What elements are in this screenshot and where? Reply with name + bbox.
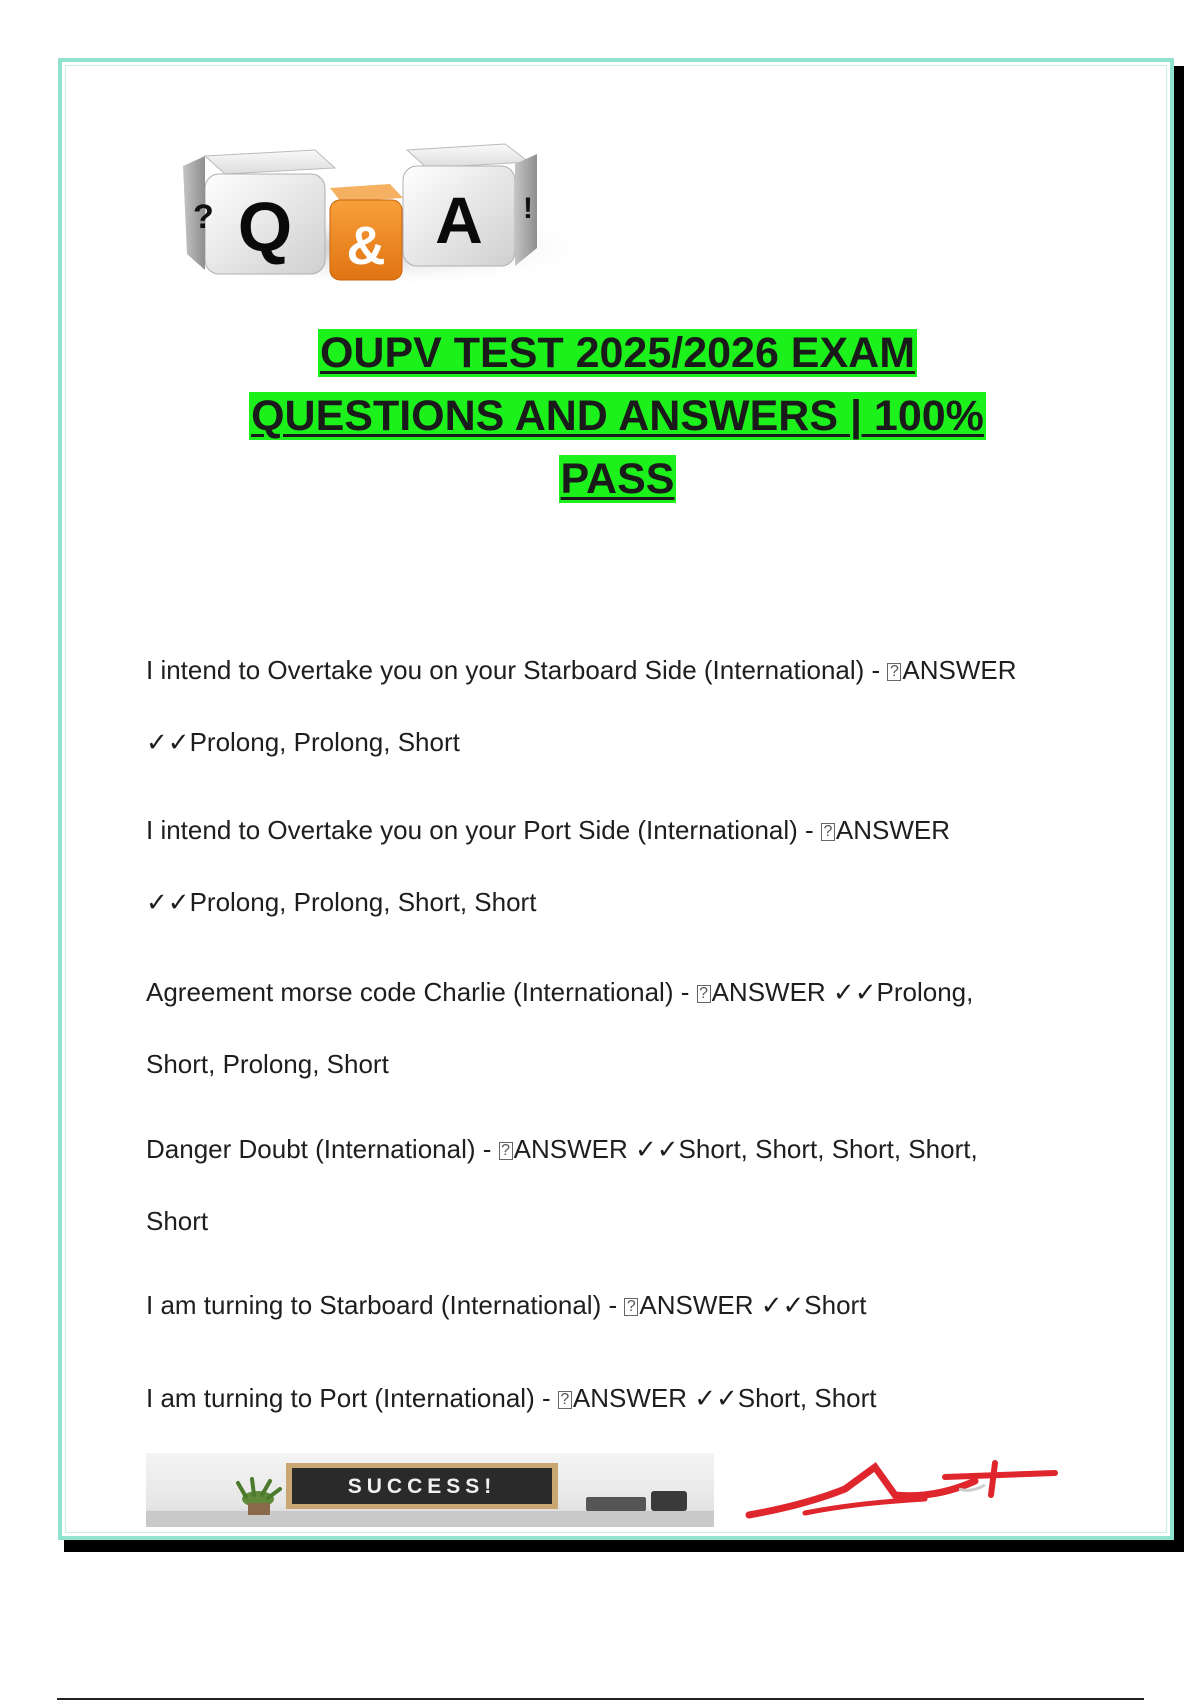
success-sign [286,1463,558,1509]
question-text: I intend to Overtake you on your Starboard Side (International) - [146,655,888,685]
ampersand-letter: & [346,216,386,276]
missing-glyph-icon: ? [624,1298,638,1316]
a-die [403,144,537,266]
title-line-3: PASS [560,455,675,503]
missing-glyph-icon: ? [887,663,901,681]
question-text: Agreement morse code Charlie (International) - [146,977,697,1007]
qa-item-6 [146,1383,1106,1413]
a-letter: A [435,183,483,257]
svg-text:?: ? [193,198,214,236]
answer-text: ✓✓Prolong, Prolong, Short [146,727,460,757]
ampersand-die [330,184,403,280]
plant-icon [238,1479,280,1515]
q-letter: Q [237,188,293,266]
question-text: I am turning to Starboard (International) - [146,1290,625,1320]
answer-label: ANSWER [902,655,1017,685]
missing-glyph-icon: ? [821,823,835,841]
answer-label: ANSWER ✓✓Short, Short, Short, Short, [513,1134,978,1164]
qa-dice-logo [145,88,600,298]
title-line-1: OUPV TEST 2025/2026 EXAM [319,329,916,377]
success-banner-image [146,1453,714,1527]
qa-item-1 [146,655,1106,757]
question-text: I intend to Overtake you on your Port Side (International) - [146,815,821,845]
success-text: SUCCESS! [347,1475,497,1498]
qa-item-4 [146,1134,1106,1236]
answer-label: ANSWER [835,815,951,845]
q-die [183,150,335,274]
qa-item-3 [146,977,1106,1079]
missing-glyph-icon: ? [558,1391,572,1409]
answer-label: ANSWER ✓✓Short [639,1290,867,1320]
answer-text: Short, Prolong, Short [146,1049,389,1079]
qa-item-2 [146,815,1106,917]
question-text: I am turning to Port (International) - [146,1383,558,1413]
answer-label: ANSWER ✓✓Prolong, [711,977,974,1007]
answer-label: ANSWER ✓✓Short, Short [572,1383,877,1413]
grade-a-plus-mark [745,1455,1065,1527]
title-line-2: QUESTIONS AND ANSWERS | 100% [251,392,984,440]
missing-glyph-icon: ? [697,985,711,1003]
svg-text:!: ! [523,192,533,225]
document-title [120,322,1115,511]
grade-text: A+ [745,1455,747,1456]
answer-text: ✓✓Prolong, Prolong, Short, Short [146,887,537,917]
question-text: Danger Doubt (International) - [146,1134,499,1164]
qa-item-5 [146,1290,1106,1320]
answer-text: Short [146,1206,209,1236]
missing-glyph-icon: ? [499,1142,513,1160]
